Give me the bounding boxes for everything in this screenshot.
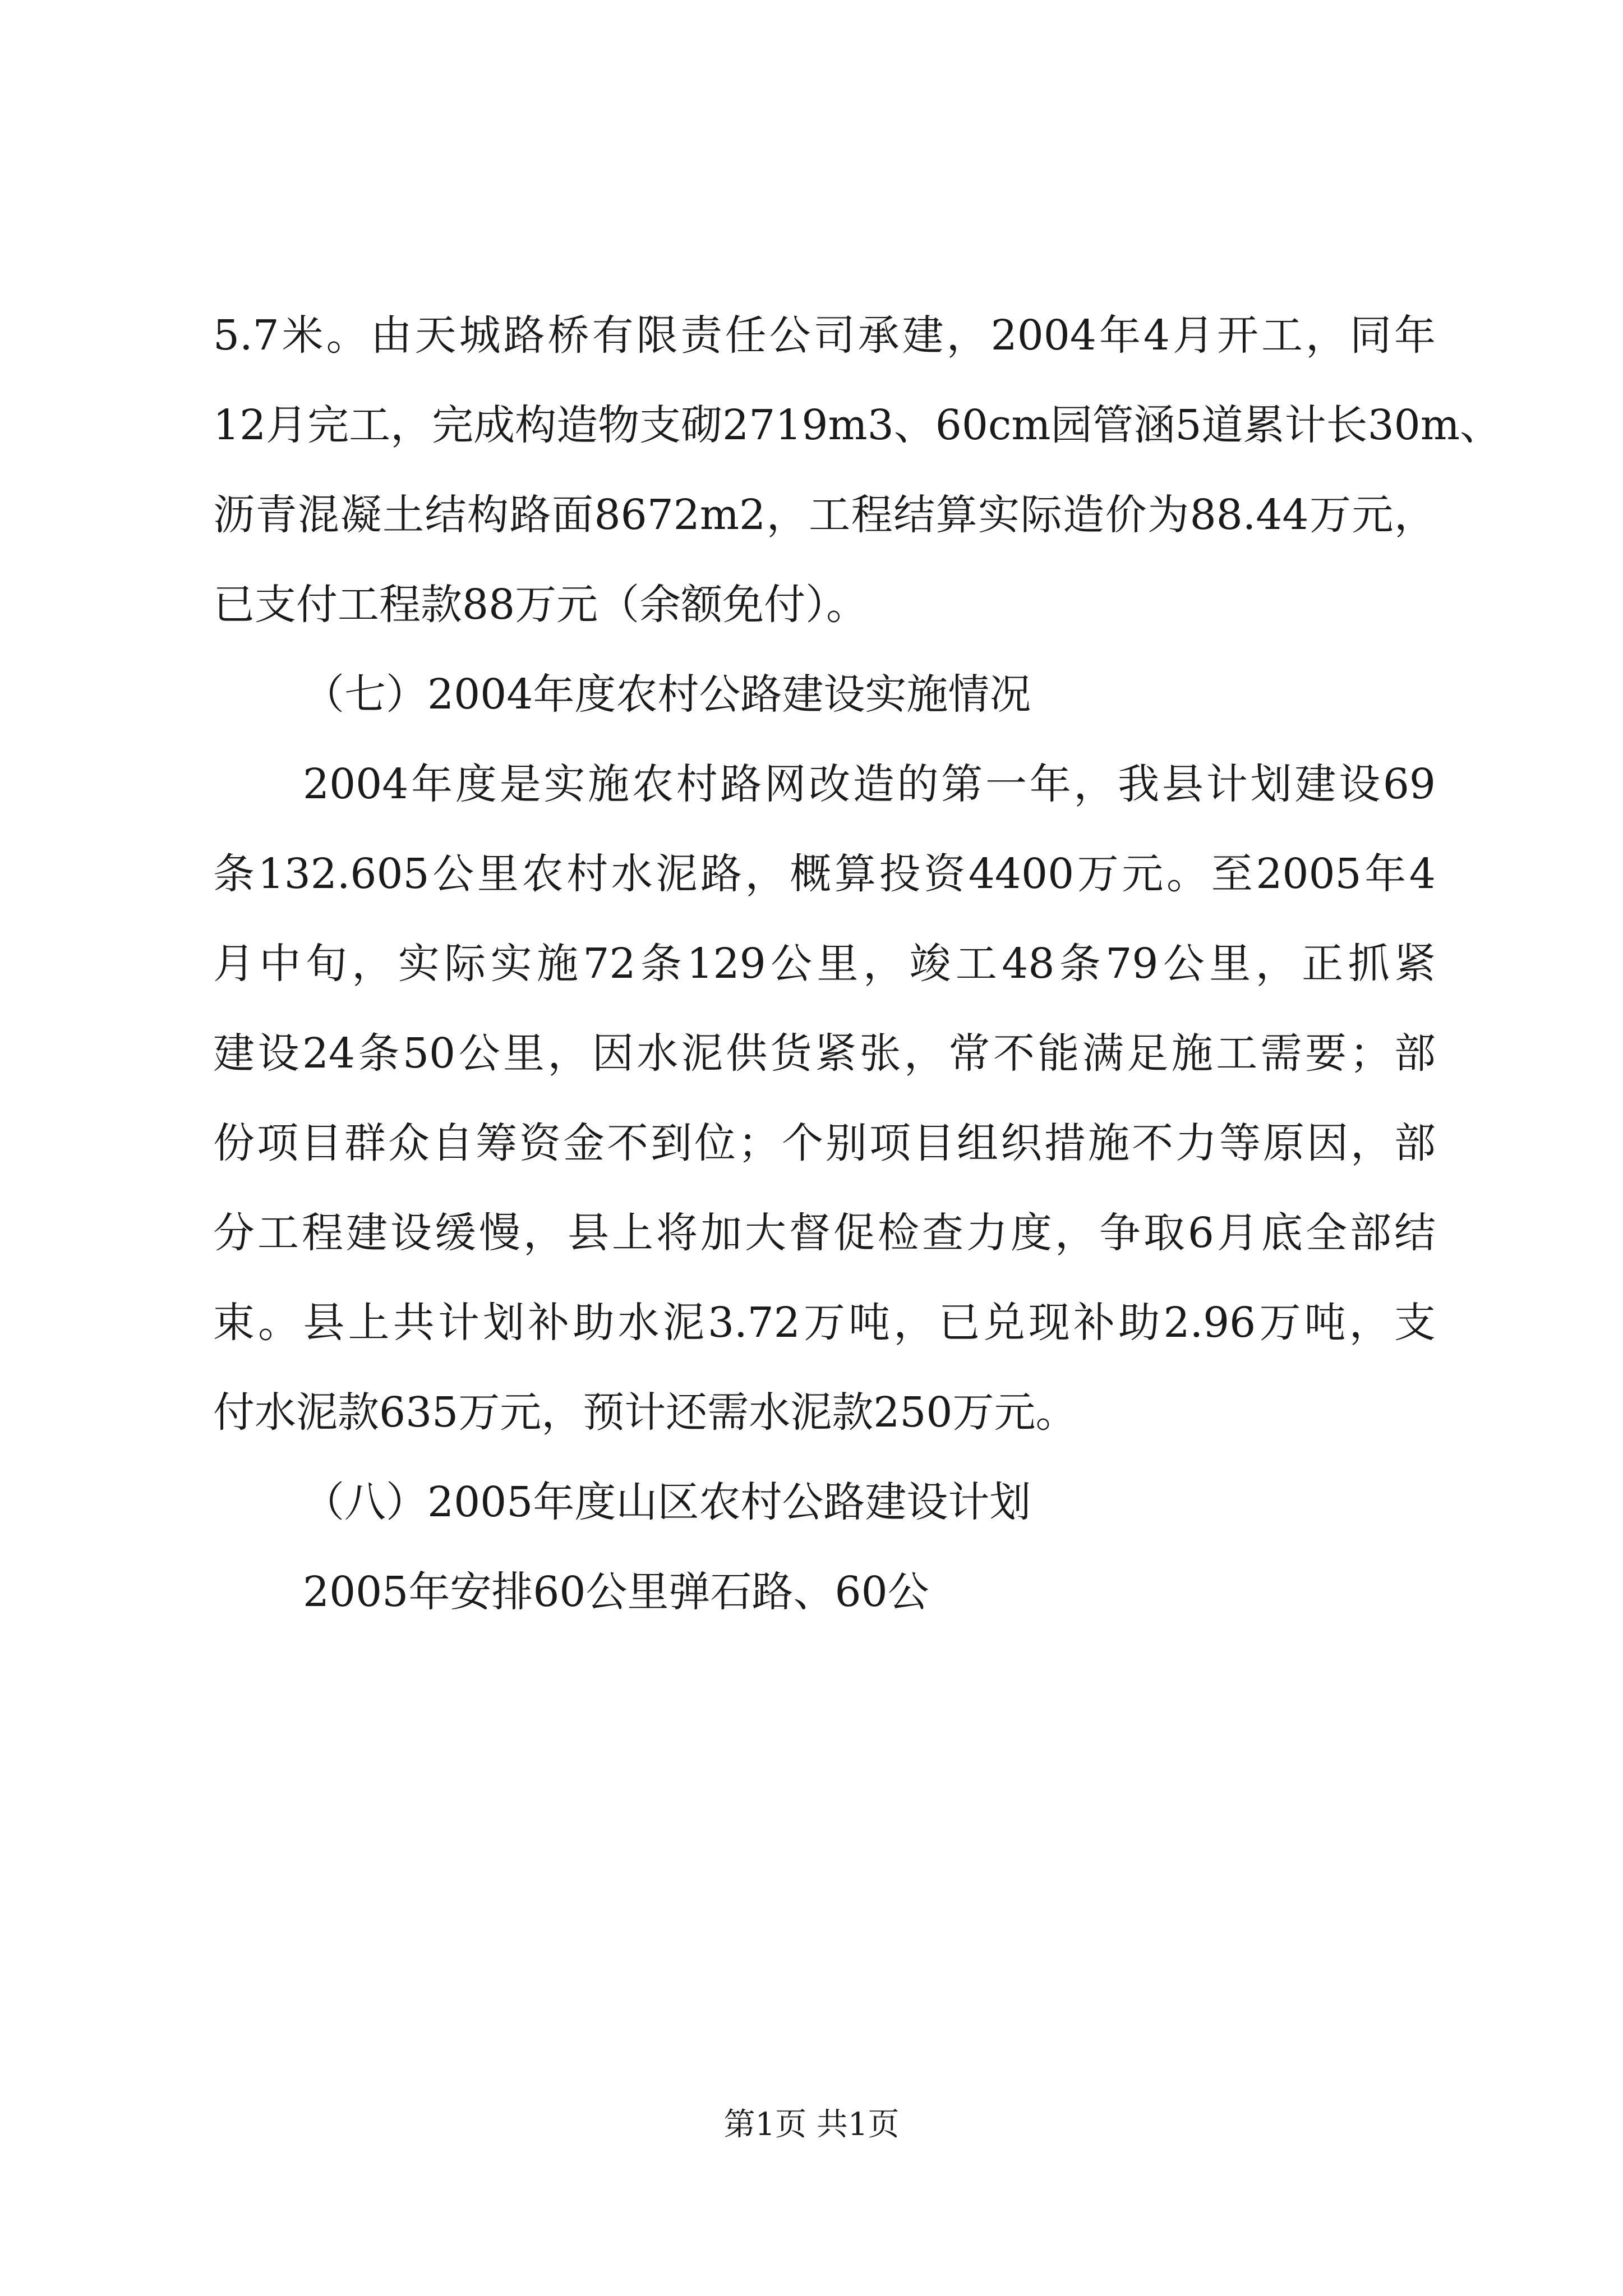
paragraph-2-line-2: 条132.605公里农村水泥路，概算投资4400万元。至2005年4 — [213, 850, 1436, 898]
paragraph-1-line-2: 12月完工，完成构造物支砌2719m3、60cm园管涵5道累计长30m、 — [213, 401, 1501, 449]
paragraph-2-line-7: 束。县上共计划补助水泥3.72万吨，已兑现补助2.96万吨，支 — [213, 1299, 1436, 1347]
paragraph-3-line-1: 2005年安排60公里弹石路、60公 — [303, 1568, 929, 1616]
paragraph-1-line-3: 沥青混凝土结构路面8672m2，工程结算实际造价为88.44万元， — [213, 491, 1436, 539]
paragraph-2-line-5: 份项目群众自筹资金不到位；个别项目组织措施不力等原因，部 — [213, 1119, 1436, 1167]
paragraph-2-line-1: 2004年度是实施农村路网改造的第一年，我县计划建设69 — [303, 760, 1436, 808]
section-heading-7: （七）2004年度农村公路建设实施情况 — [303, 670, 1031, 719]
paragraph-2-line-3: 月中旬，实际实施72条129公里，竣工48条79公里，正抓紧 — [213, 940, 1436, 988]
section-heading-8: （八）2005年度山区农村公路建设计划 — [303, 1478, 1031, 1526]
paragraph-1-line-4: 已支付工程款88万元（余额免付）。 — [213, 581, 868, 629]
page-footer: 第1页 共1页 — [723, 2106, 900, 2143]
paragraph-2-line-6: 分工程建设缓慢，县上将加大督促检查力度，争取6月底全部结 — [213, 1209, 1436, 1257]
paragraph-1-line-1: 5.7米。由天城路桥有限责任公司承建，2004年4月开工，同年 — [213, 311, 1436, 360]
paragraph-2-line-4: 建设24条50公里，因水泥供货紧张，常不能满足施工需要；部 — [213, 1029, 1436, 1078]
paragraph-2-line-8: 付水泥款635万元，预计还需水泥款250万元。 — [213, 1388, 1077, 1437]
